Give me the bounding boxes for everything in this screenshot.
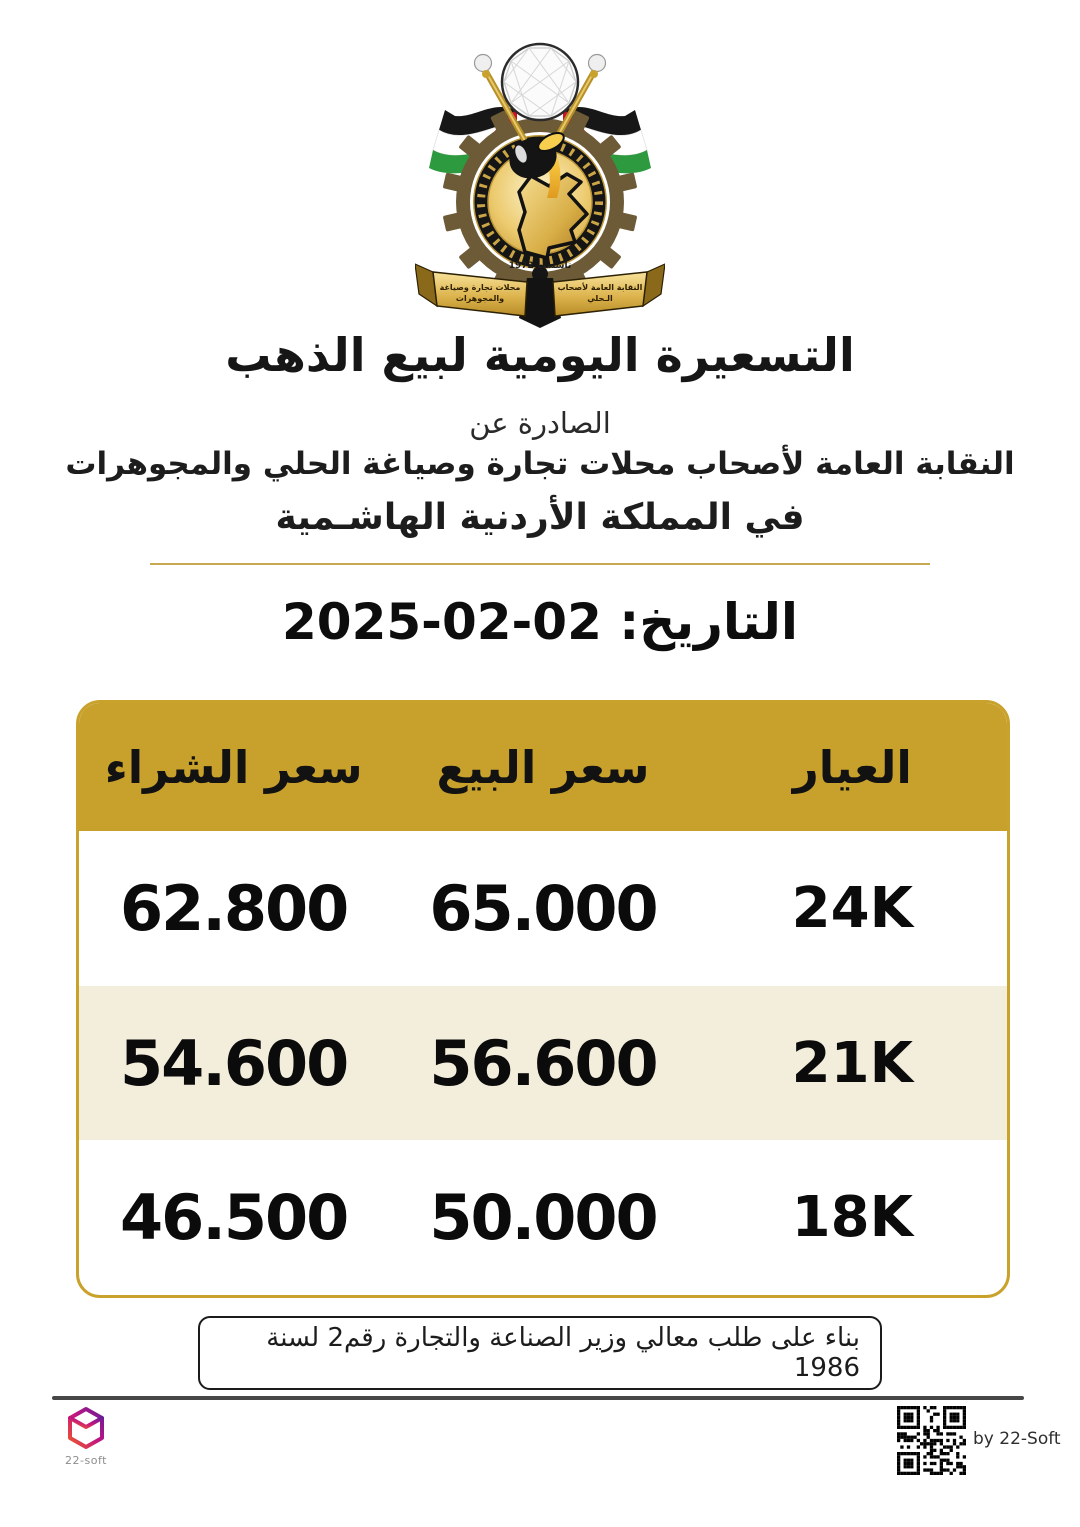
gold-divider: [150, 563, 930, 565]
brand-cube-icon: [65, 1406, 107, 1452]
legal-note: بناء على طلب معالي وزير الصناعة والتجارة رقم2 لسنة 1986: [198, 1316, 882, 1390]
country-line: في المملكة الأردنية الهاشـمية: [275, 497, 805, 538]
header-karat: العيار: [792, 740, 912, 794]
karat-value: 18K: [791, 1185, 913, 1251]
brand-label: 22-soft: [65, 1454, 107, 1467]
syndicate-emblem-logo: [415, 30, 665, 330]
credit-text: by 22-Soft: [973, 1429, 1061, 1449]
table-row-18k: [79, 1140, 1007, 1295]
page-title: التسعيرة اليومية لبيع الذهب: [225, 328, 855, 382]
ribbon-left-text-2: والمجوهرات: [455, 294, 505, 303]
karat-value: 21K: [791, 1030, 913, 1096]
date-line: التاريخ: 02-02-2025: [282, 593, 798, 651]
buy-price-value: 46.500: [120, 1181, 348, 1255]
brand-block: [56, 1406, 116, 1467]
sell-price-value: 65.000: [429, 871, 657, 945]
issued-by-label: الصادرة عن: [469, 406, 611, 440]
buy-price-value: 62.800: [120, 871, 348, 945]
sell-price-value: 50.000: [429, 1181, 657, 1255]
table-row-24k: [79, 831, 1007, 986]
gold-price-table: [76, 700, 1010, 1298]
header-sell-price: سعر البيع: [436, 740, 650, 794]
issuer-name: النقابة العامة لأصحاب محلات تجارة وصياغة الحلي والمجوهرات: [65, 446, 1015, 482]
sell-price-value: 56.600: [429, 1026, 657, 1100]
footer-divider: [52, 1396, 1024, 1400]
karat-value: 24K: [791, 875, 913, 941]
table-row-21k: [79, 986, 1007, 1141]
table-header-row: [79, 703, 1007, 831]
ribbon-right-text-2: الـحلي: [587, 294, 613, 303]
header-buy-price: سعر الشراء: [104, 740, 363, 794]
diamond-icon: [502, 44, 578, 120]
ribbon-right-text-1: النقابة العامة لأصحاب: [557, 283, 643, 292]
ribbon-left-text-1: محلات تجارة وصياغة: [439, 283, 521, 292]
buy-price-value: 54.600: [120, 1026, 348, 1100]
established-text: تأسست 1972: [508, 261, 572, 271]
qr-code-icon: [897, 1406, 966, 1479]
